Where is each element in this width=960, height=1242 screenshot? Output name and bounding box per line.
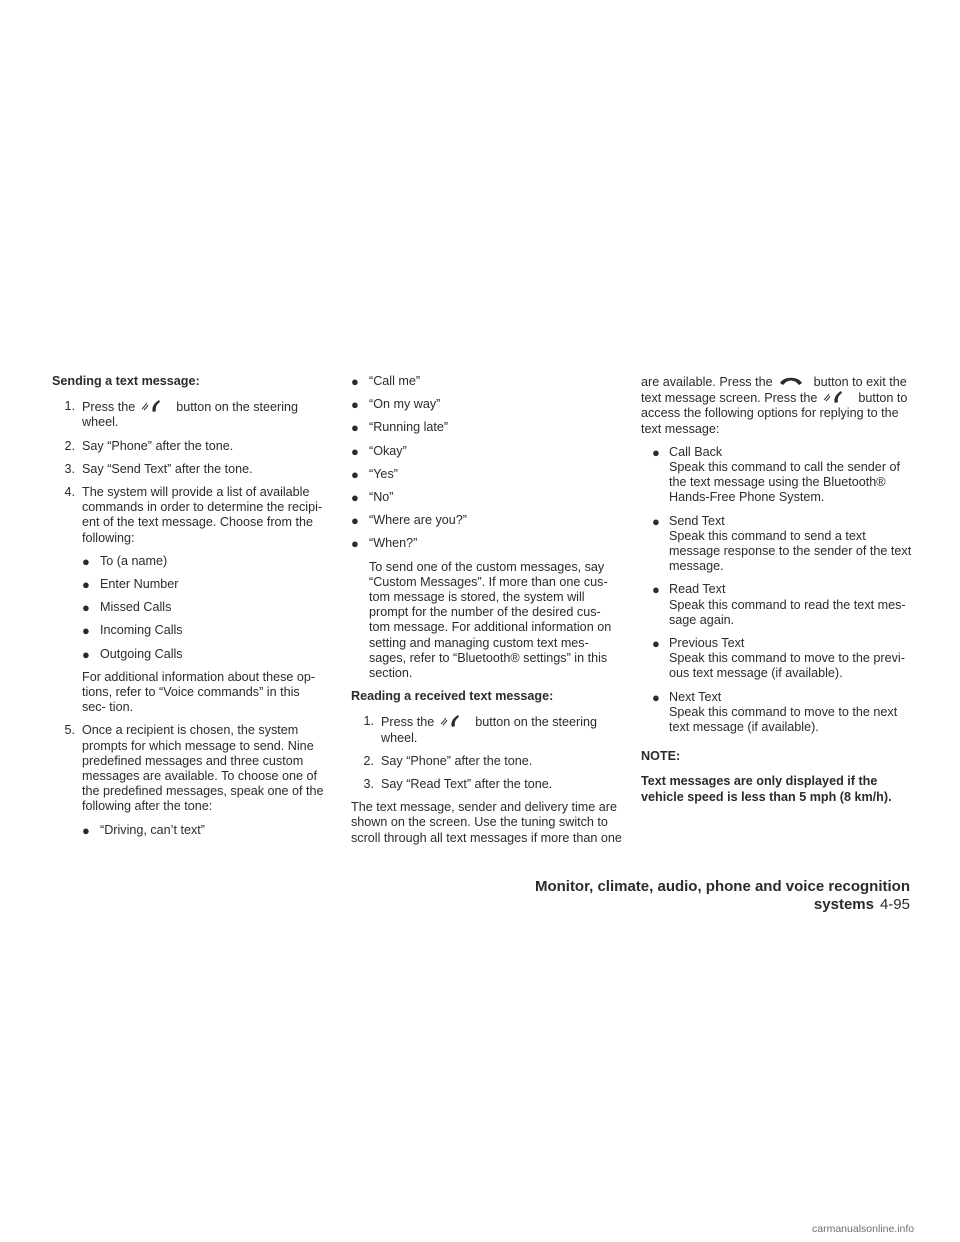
page-footer — [452, 878, 910, 914]
reply-intro: are available. Press the button to exit the text message screen. Press the button to access the following options for replying to the text message: — [641, 375, 908, 436]
sending-heading: Sending a text message: — [52, 374, 200, 388]
send-step-1: 1. Press the button on the steering wheel. — [64, 399, 299, 430]
list-item: ● “No” — [351, 490, 394, 506]
list-item: ● “Call me” — [351, 374, 421, 389]
list-item: ● Outgoing Calls — [82, 646, 183, 662]
list-item: ● Missed Calls — [82, 600, 172, 616]
read-step-2: 2. Say “Phone” after the tone. — [363, 753, 533, 768]
text-message-paragraph: The text message, sender and delivery time are shown on the screen. Use the tuning switch to scroll through all text messages if more than one — [351, 800, 622, 845]
list-item: ● Call Back Speak this command to call the sender of the text message using the Bluetooth® Hands-Free Phone System. — [652, 444, 901, 505]
send-step-3: 3. Say “Send Text” after the tone. — [64, 461, 253, 476]
note-text: Text messages are only displayed if the vehicle speed is less than 5 mph (8 km/h). — [641, 774, 892, 804]
list-item: ● “Running late” — [351, 420, 449, 436]
talk-phone-icon — [139, 399, 173, 413]
list-item: ● Send Text Speak this command to send a text message response to the sender of the text message. — [652, 513, 912, 574]
list-item: ● Next Text Speak this command to move to the next text message (if available). — [652, 689, 898, 735]
list-item: ● “Where are you?” — [351, 513, 467, 529]
send-step-5: 5. Once a recipient is chosen, the system prompts for which message to send. Nine predefined messages and three custom messages are available. To choose one of the predefined messages, speak one of the following after the tone: — [64, 723, 324, 814]
note-heading: NOTE: — [641, 749, 681, 764]
list-item: ● “Yes” — [351, 466, 398, 482]
column-1 — [52, 374, 324, 846]
column-3 — [641, 374, 913, 805]
send-step-4: 4. The system will provide a list of available commands in order to determine the recipi- ent of the text message. Choose from the following: — [64, 485, 323, 545]
list-item: ● Incoming Calls — [82, 623, 183, 639]
step4-note: For additional information about these op- tions, refer to “Voice commands” in this sec- tion. — [82, 669, 316, 715]
list-item: ● Read Text Speak this command to read the text mes- sage again. — [652, 582, 906, 627]
list-item: ● To (a name) — [82, 553, 168, 569]
custom-messages-paragraph: To send one of the custom messages, say “Custom Messages”. If more than one cus- tom message is stored, the system will prompt for the number of the desired cus- tom message. For additional information on setting and managing custom text mes- sages, refer to “Bluetooth® settings” in this section. — [369, 559, 612, 681]
column-2 — [351, 374, 623, 854]
send-step-2: 2. Say “Phone” after the tone. — [64, 438, 234, 453]
reading-heading: Reading a received text message: — [351, 689, 554, 704]
watermark: carmanualsonline.info — [812, 1223, 915, 1235]
read-step-1: 1. Press the button on the steering wheel. — [363, 714, 598, 745]
list-item: ● “When?” — [351, 536, 418, 552]
list-item: ● Previous Text Speak this command to move to the previ- ous text message (if available). — [652, 636, 905, 681]
list-item: ● Enter Number — [82, 577, 179, 593]
section-title: Monitor, climate, audio, phone and voice recognition systems — [534, 878, 910, 913]
list-item: ● “Okay” — [351, 443, 407, 459]
list-item: ● “Driving, can’t text” — [82, 822, 205, 838]
page-number: 4-95 — [879, 896, 910, 913]
talk-phone-icon — [438, 714, 472, 728]
hang-up-phone-icon — [776, 374, 810, 388]
talk-phone-icon — [821, 390, 855, 404]
read-step-3: 3. Say “Read Text” after the tone. — [363, 777, 553, 792]
list-item: ● “On my way” — [351, 397, 441, 413]
